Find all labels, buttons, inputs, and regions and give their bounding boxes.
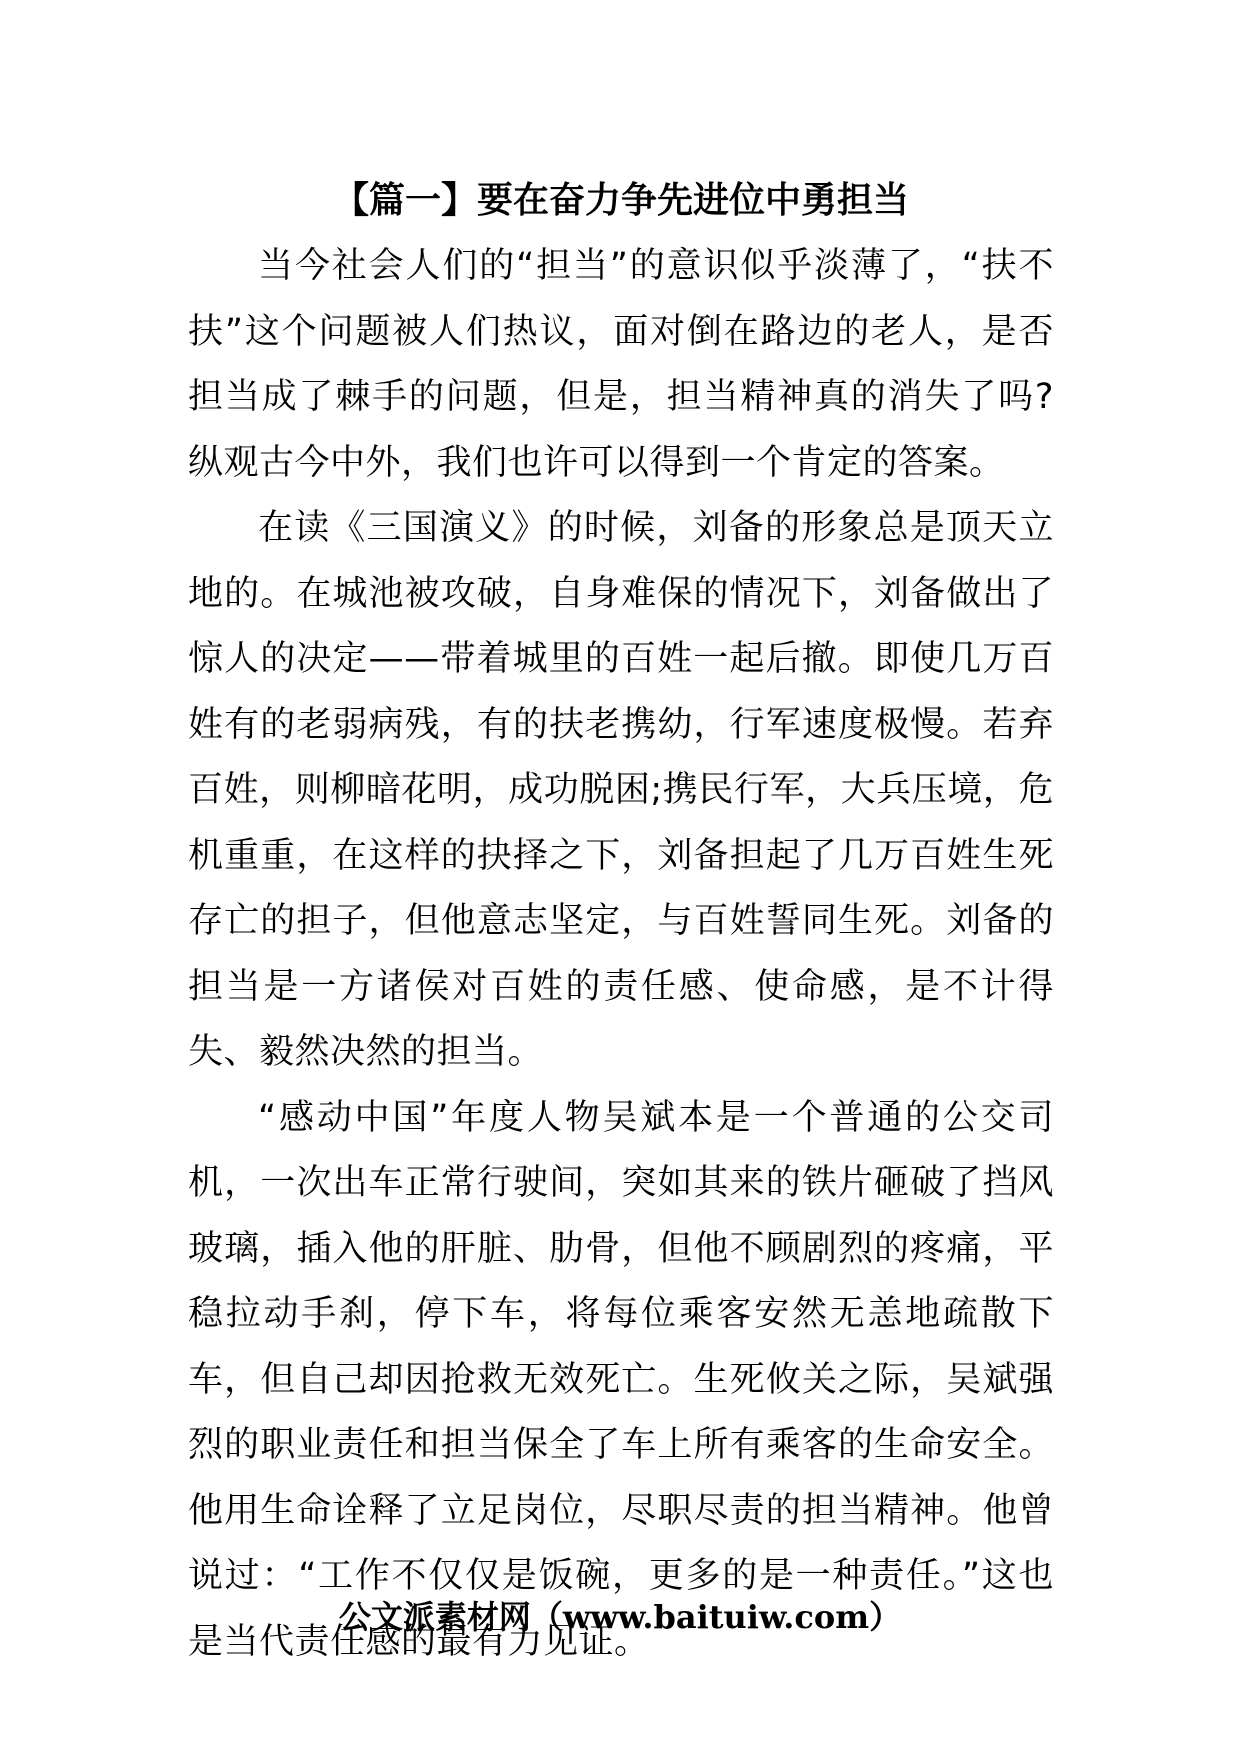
paragraph-3: “感动中国”年度人物吴斌本是一个普通的公交司机，一次出车正常行驶间，突如其来的铁片砸破了挡风玻璃，插入他的肝脏、肋骨，但他不顾剧烈的疼痛，平稳拉动手刹，停下车，将每位乘客安然无恙地疏散下车，但自己却因抢救无效死亡。生死攸关之际，吴斌强烈的职业责任和担当保全了车上所有乘客的生命安全。他用生命诠释了立足岗位，尽职尽责的担当精神。他曾说过：“工作不仅仅是饭碗，更多的是一种责任。”这也是当代责任感的最有力见证。 (188, 1097, 1054, 1662)
paragraph-1: 当今社会人们的“担当”的意识似乎淡薄了，“扶不扶”这个问题被人们热议，面对倒在路边的老人，是否担当成了棘手的问题，但是，担当精神真的消失了吗?纵观古今中外，我们也许可以得到一个肯定的答案。 (188, 246, 1054, 483)
paragraph-2: 在读《三国演义》的时候，刘备的形象总是顶天立地的。在城池被攻破，自身难保的情况下，刘备做出了惊人的决定——带着城里的百姓一起后撤。即使几万百姓有的老弱病残，有的扶老携幼，行军速度极慢。若弃百姓，则柳暗花明，成功脱困;携民行军，大兵压境，危机重重，在这样的抉择之下，刘备担起了几万百姓生死存亡的担子，但他意志坚定，与百姓誓同生死。刘备的担当是一方诸侯对百姓的责任感、使命感，是不计得失、毅然决然的担当。 (188, 508, 1054, 1072)
document-title: 【篇一】要在奋力争先进位中勇担当 (332, 180, 909, 221)
footer-watermark: 公文派素材网（www.baituiw.com） (338, 1598, 902, 1636)
document-body (188, 168, 1054, 1675)
